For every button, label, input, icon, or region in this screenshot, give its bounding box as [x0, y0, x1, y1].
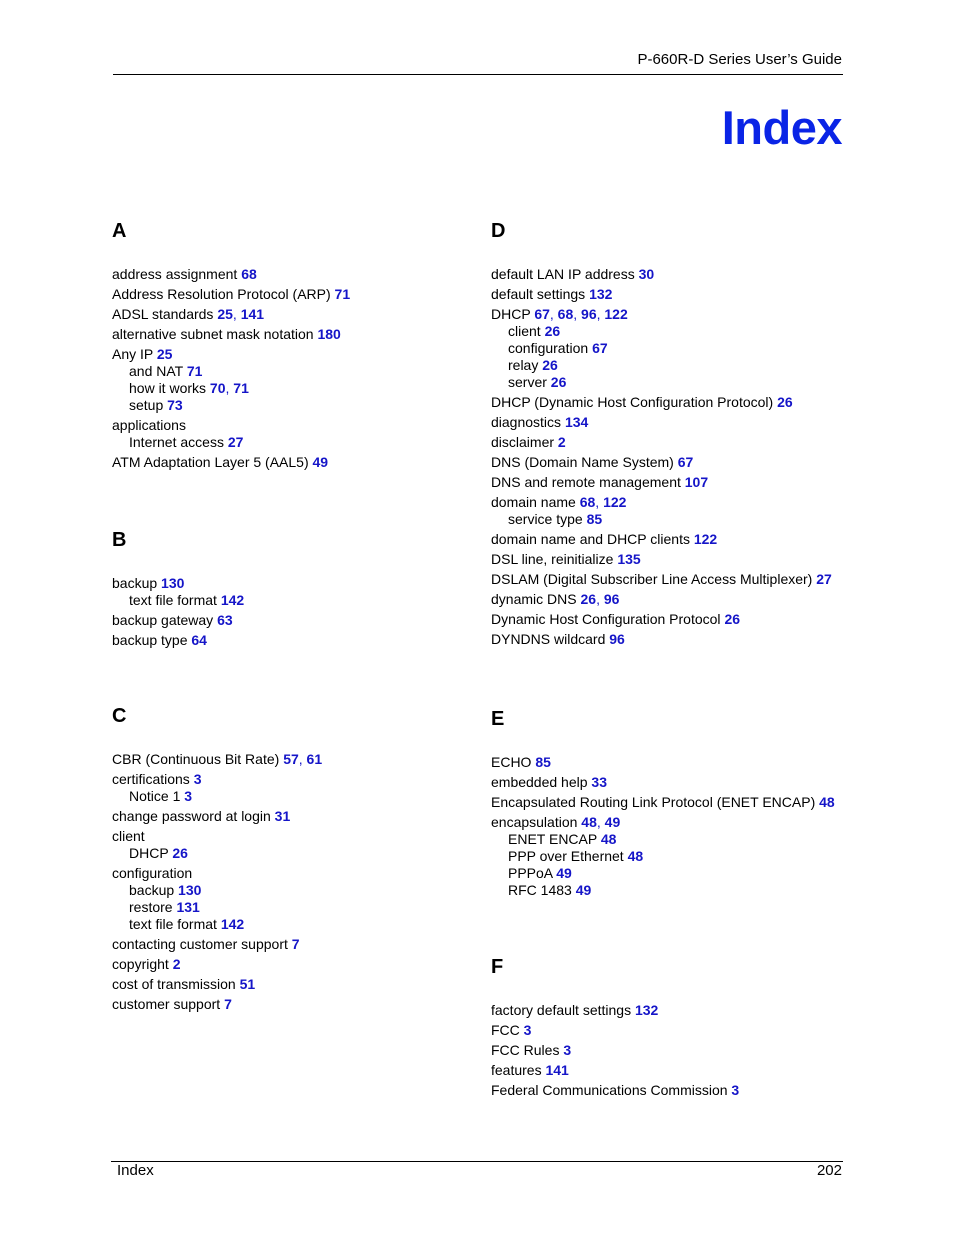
page-link[interactable]: 122 [604, 306, 628, 322]
entry-term: DYNDNS wildcard [491, 631, 606, 647]
page-link[interactable]: 142 [220, 592, 245, 608]
page-link[interactable]: 48 [819, 794, 835, 810]
entry-term: change password at login [112, 808, 271, 824]
page-link[interactable]: 3 [731, 1082, 740, 1098]
page-link[interactable]: 67 [534, 306, 550, 322]
page-link[interactable]: 130 [178, 882, 202, 898]
entry-term: text file format [129, 592, 217, 608]
index-entry-group [491, 394, 891, 411]
page-title: Index [721, 101, 842, 154]
index-subentry [491, 882, 891, 899]
index-entries [112, 575, 472, 649]
page-link[interactable]: 67 [677, 454, 694, 470]
index-entry-group [112, 326, 472, 343]
page-link[interactable]: 48 [627, 848, 644, 864]
entry-term: factory default settings [491, 1002, 632, 1018]
index-subentry [112, 434, 472, 451]
page-link[interactable]: 49 [604, 814, 621, 830]
entry-term: PPPoA [508, 865, 553, 881]
index-entry-group [491, 551, 891, 568]
index-entry [491, 531, 891, 548]
entry-term: default settings [491, 286, 586, 302]
index-entry [112, 575, 472, 592]
index-section-c [112, 704, 472, 1013]
footer-rule [111, 1161, 843, 1162]
entry-term: service type [508, 511, 583, 527]
index-section-f [491, 955, 891, 1099]
index-subentry [112, 916, 472, 933]
page-link[interactable]: 134 [564, 414, 589, 430]
index-entry [491, 306, 891, 323]
entry-term: ECHO [491, 754, 532, 770]
index-subentry [112, 592, 472, 609]
index-subentry [112, 899, 472, 916]
page-link[interactable]: 48 [600, 831, 617, 847]
page-link[interactable]: 48 [581, 814, 597, 830]
index-entry-group [491, 474, 891, 491]
index-entry [112, 751, 472, 768]
page-separator: , [596, 814, 605, 830]
page-link[interactable]: 3 [563, 1042, 572, 1058]
index-entry [491, 1022, 891, 1039]
page-separator: , [596, 591, 604, 607]
index-entry-group [491, 631, 891, 648]
entry-term: customer support [112, 996, 221, 1012]
index-entry-group [491, 571, 891, 588]
page-link[interactable]: 49 [575, 882, 592, 898]
entry-term: server [508, 374, 547, 390]
entry-term: ENET ENCAP [508, 831, 597, 847]
index-entry-group [112, 306, 472, 323]
footer-label: Index [117, 1162, 154, 1179]
entry-term: RFC 1483 [508, 882, 572, 898]
section-letter: B [112, 529, 127, 551]
index-entry-group [491, 1082, 891, 1099]
entry-term: configuration [112, 865, 193, 881]
index-entry [112, 266, 472, 283]
index-subentry [491, 323, 891, 340]
index-subentry [491, 848, 891, 865]
index-section-b [112, 528, 472, 649]
page-link[interactable]: 27 [227, 434, 244, 450]
index-entry [491, 434, 891, 451]
index-entry [491, 591, 891, 608]
page-separator: , [595, 494, 604, 510]
index-entry-group [491, 266, 891, 283]
index-entry [112, 286, 472, 303]
entry-term: DHCP [129, 845, 169, 861]
page-link[interactable]: 68 [579, 494, 596, 510]
page-link[interactable]: 142 [220, 916, 245, 932]
entry-term: DNS (Domain Name System) [491, 454, 674, 470]
entry-term: domain name [491, 494, 576, 510]
index-entry-group [112, 956, 472, 973]
page-link[interactable]: 26 [544, 323, 561, 339]
index-entry-group [491, 1062, 891, 1079]
page-link[interactable]: 70 [209, 380, 226, 396]
entry-term: default LAN IP address [491, 266, 635, 282]
page-link[interactable]: 135 [617, 551, 641, 567]
entry-term: text file format [129, 916, 217, 932]
page-link[interactable]: 25 [217, 306, 233, 322]
page-link[interactable]: 26 [172, 845, 188, 861]
page-link[interactable]: 26 [777, 394, 793, 410]
entry-term: DSL line, reinitialize [491, 551, 614, 567]
page-link[interactable]: 31 [274, 808, 291, 824]
index-entry-group [491, 494, 891, 528]
page-link[interactable]: 141 [545, 1062, 569, 1078]
entry-term: Encapsulated Routing Link Protocol (ENET ENCAP) [491, 794, 816, 810]
page-link[interactable]: 85 [535, 754, 551, 770]
index-subentry [112, 788, 472, 805]
page-link[interactable]: 85 [586, 511, 603, 527]
index-entry [491, 266, 891, 283]
page-link[interactable]: 68 [557, 306, 574, 322]
page-link[interactable]: 3 [193, 771, 202, 787]
entry-term: DNS and remote management [491, 474, 681, 490]
index-entry [491, 1082, 891, 1099]
running-header: P-660R-D Series User’s Guide [637, 51, 842, 68]
page-link[interactable]: 71 [334, 286, 351, 302]
index-entry [112, 417, 472, 434]
entry-term: Address Resolution Protocol (ARP) [112, 286, 331, 302]
page-link[interactable]: 68 [241, 266, 257, 282]
page-link[interactable]: 30 [638, 266, 655, 282]
index-entry-group [112, 612, 472, 629]
entry-term: client [112, 828, 145, 844]
index-entry [491, 286, 891, 303]
index-section-e [491, 707, 891, 899]
page-link[interactable]: 122 [603, 494, 627, 510]
entry-term: Any IP [112, 346, 153, 362]
page-link[interactable]: 130 [161, 575, 185, 591]
index-entry [112, 976, 472, 993]
entry-term: backup [112, 575, 158, 591]
index-entry [112, 865, 472, 882]
index-entries [112, 751, 472, 1013]
entry-term: Notice 1 [129, 788, 181, 804]
page-separator: , [232, 306, 241, 322]
page-link[interactable]: 2 [172, 956, 181, 972]
index-entry [112, 771, 472, 788]
entry-term: features [491, 1062, 542, 1078]
page-separator: , [225, 380, 234, 396]
index-subentry [112, 380, 472, 397]
page-link[interactable]: 49 [312, 454, 329, 470]
entry-term: PPP over Ethernet [508, 848, 624, 864]
index-entry-group [112, 865, 472, 933]
index-entry-group [112, 575, 472, 609]
page-link[interactable]: 33 [591, 774, 607, 790]
page-separator: , [298, 751, 307, 767]
index-entry [491, 394, 891, 411]
page-link[interactable]: 141 [240, 306, 265, 322]
index-entry-group [491, 1042, 891, 1059]
index-entry [112, 306, 472, 323]
index-entry [112, 828, 472, 845]
page-link[interactable]: 96 [581, 306, 597, 322]
index-entry-group [491, 286, 891, 303]
index-entries [491, 1002, 891, 1099]
section-letter: F [491, 956, 504, 978]
entry-term: applications [112, 417, 186, 433]
index-entry-group [491, 794, 891, 811]
index-entry [491, 551, 891, 568]
entry-term: Dynamic Host Configuration Protocol [491, 611, 721, 627]
entry-term: configuration [508, 340, 589, 356]
entry-term: ATM Adaptation Layer 5 (AAL5) [112, 454, 309, 470]
index-entry-group [112, 632, 472, 649]
page-link[interactable]: 96 [609, 631, 625, 647]
index-entry [112, 346, 472, 363]
entry-term: backup [129, 882, 175, 898]
index-subentry [491, 340, 891, 357]
index-entry-group [491, 774, 891, 791]
section-letter: C [112, 705, 127, 727]
index-entry [112, 936, 472, 953]
index-entry-group [491, 414, 891, 431]
entry-term: certifications [112, 771, 190, 787]
index-entry-group [491, 1002, 891, 1019]
page-link[interactable]: 7 [224, 996, 232, 1012]
index-entry-group [491, 454, 891, 471]
page-link[interactable]: 180 [317, 326, 341, 342]
page-link[interactable]: 63 [217, 612, 233, 628]
entry-term: restore [129, 899, 173, 915]
page-link[interactable]: 71 [233, 380, 249, 396]
page-link[interactable]: 96 [603, 591, 620, 607]
index-entries [112, 266, 472, 471]
index-entry-group [112, 286, 472, 303]
index-entry-group [112, 976, 472, 993]
entry-term: backup type [112, 632, 188, 648]
index-subentry [491, 357, 891, 374]
page-link[interactable]: 61 [306, 751, 323, 767]
index-entry [491, 774, 891, 791]
index-entry-group [112, 936, 472, 953]
entry-term: disclaimer [491, 434, 555, 450]
index-entry-group [112, 808, 472, 825]
entry-term: contacting customer support [112, 936, 288, 952]
index-section-a [112, 219, 472, 471]
entry-term: and NAT [129, 363, 183, 379]
index-entry [491, 611, 891, 628]
page-link[interactable]: 73 [167, 397, 183, 413]
index-entry-group [112, 828, 472, 862]
page-link[interactable]: 3 [184, 788, 193, 804]
entry-term: alternative subnet mask notation [112, 326, 314, 342]
entry-term: setup [129, 397, 164, 413]
index-entry [112, 326, 472, 343]
index-entry-group [491, 814, 891, 899]
index-entry [491, 794, 891, 811]
index-entry-group [112, 346, 472, 414]
entry-term: encapsulation [491, 814, 578, 830]
entry-term: copyright [112, 956, 169, 972]
entry-term: CBR (Continuous Bit Rate) [112, 751, 280, 767]
page-link[interactable]: 132 [634, 1002, 659, 1018]
index-subentry [491, 831, 891, 848]
entry-term: domain name and DHCP clients [491, 531, 690, 547]
index-entry [491, 814, 891, 831]
page-separator: , [596, 306, 605, 322]
entry-term: FCC Rules [491, 1042, 560, 1058]
entry-term: cost of transmission [112, 976, 236, 992]
index-subentry [491, 511, 891, 528]
index-subentry [112, 397, 472, 414]
index-entry [491, 474, 891, 491]
index-entry-group [491, 531, 891, 548]
index-entry-group [491, 306, 891, 391]
entry-term: backup gateway [112, 612, 214, 628]
index-subentry [112, 882, 472, 899]
page-separator: , [573, 306, 582, 322]
index-entry [112, 996, 472, 1013]
index-entry-group [491, 1022, 891, 1039]
index-entry-group [112, 266, 472, 283]
page-link[interactable]: 71 [186, 363, 203, 379]
page-link[interactable]: 27 [816, 571, 832, 587]
index-entry [491, 1042, 891, 1059]
index-entry-group [112, 751, 472, 768]
page-link[interactable]: 26 [542, 357, 558, 373]
index-entry-group [491, 434, 891, 451]
index-entry [491, 571, 891, 588]
index-entry [112, 808, 472, 825]
page-link[interactable]: 26 [724, 611, 741, 627]
entry-term: embedded help [491, 774, 588, 790]
index-entry [112, 612, 472, 629]
index-entry-group [491, 611, 891, 628]
index-entry-group [112, 771, 472, 805]
page-number: 202 [816, 1162, 842, 1179]
page-link[interactable]: 25 [156, 346, 173, 362]
entry-term: Internet access [129, 434, 224, 450]
entry-term: how it works [129, 380, 207, 396]
header-rule [113, 74, 843, 75]
section-letter: D [491, 220, 506, 242]
section-letter: A [112, 220, 127, 242]
entry-term: client [508, 323, 541, 339]
page-link[interactable]: 2 [557, 434, 566, 450]
index-entry-group [491, 591, 891, 608]
page-link[interactable]: 122 [693, 531, 718, 547]
page-link[interactable]: 3 [523, 1022, 532, 1038]
index-entry [112, 454, 472, 471]
index-entries [491, 266, 891, 648]
index-entry [112, 632, 472, 649]
entry-term: FCC [491, 1022, 520, 1038]
index-entry [491, 1002, 891, 1019]
entry-term: DSLAM (Digital Subscriber Line Access Multiplexer) [491, 571, 813, 587]
page-link[interactable]: 7 [291, 936, 300, 952]
index-subentry [491, 374, 891, 391]
index-entry [491, 454, 891, 471]
page-link[interactable]: 107 [684, 474, 709, 490]
index-subentry [112, 845, 472, 862]
index-entry [491, 631, 891, 648]
entry-term: address assignment [112, 266, 238, 282]
page-separator: , [549, 306, 558, 322]
index-entry [491, 1062, 891, 1079]
page-link[interactable]: 26 [550, 374, 567, 390]
index-entry [491, 414, 891, 431]
page-link[interactable]: 67 [592, 340, 608, 356]
page-link[interactable]: 57 [283, 751, 299, 767]
index-entry-group [491, 754, 891, 771]
entry-term: diagnostics [491, 414, 562, 430]
index-entry-group [112, 454, 472, 471]
index-subentry [491, 865, 891, 882]
page-link[interactable]: 26 [580, 591, 597, 607]
index-section-d [491, 219, 891, 648]
entry-term: relay [508, 357, 539, 373]
section-letter: E [491, 708, 505, 730]
index-entry [491, 754, 891, 771]
index-entry-group [112, 996, 472, 1013]
page-link[interactable]: 64 [191, 632, 207, 648]
page-link[interactable]: 51 [239, 976, 256, 992]
page-link[interactable]: 131 [176, 899, 200, 915]
index-entry [491, 494, 891, 511]
page-link[interactable]: 49 [556, 865, 572, 881]
index-entry [112, 956, 472, 973]
entry-term: DHCP (Dynamic Host Configuration Protocol) [491, 394, 774, 410]
entry-term: dynamic DNS [491, 591, 577, 607]
entry-term: ADSL standards [112, 306, 214, 322]
entry-term: Federal Communications Commission [491, 1082, 728, 1098]
index-subentry [112, 363, 472, 380]
index-entries [491, 754, 891, 899]
entry-term: DHCP [491, 306, 531, 322]
page-link[interactable]: 132 [589, 286, 613, 302]
index-entry-group [112, 417, 472, 451]
